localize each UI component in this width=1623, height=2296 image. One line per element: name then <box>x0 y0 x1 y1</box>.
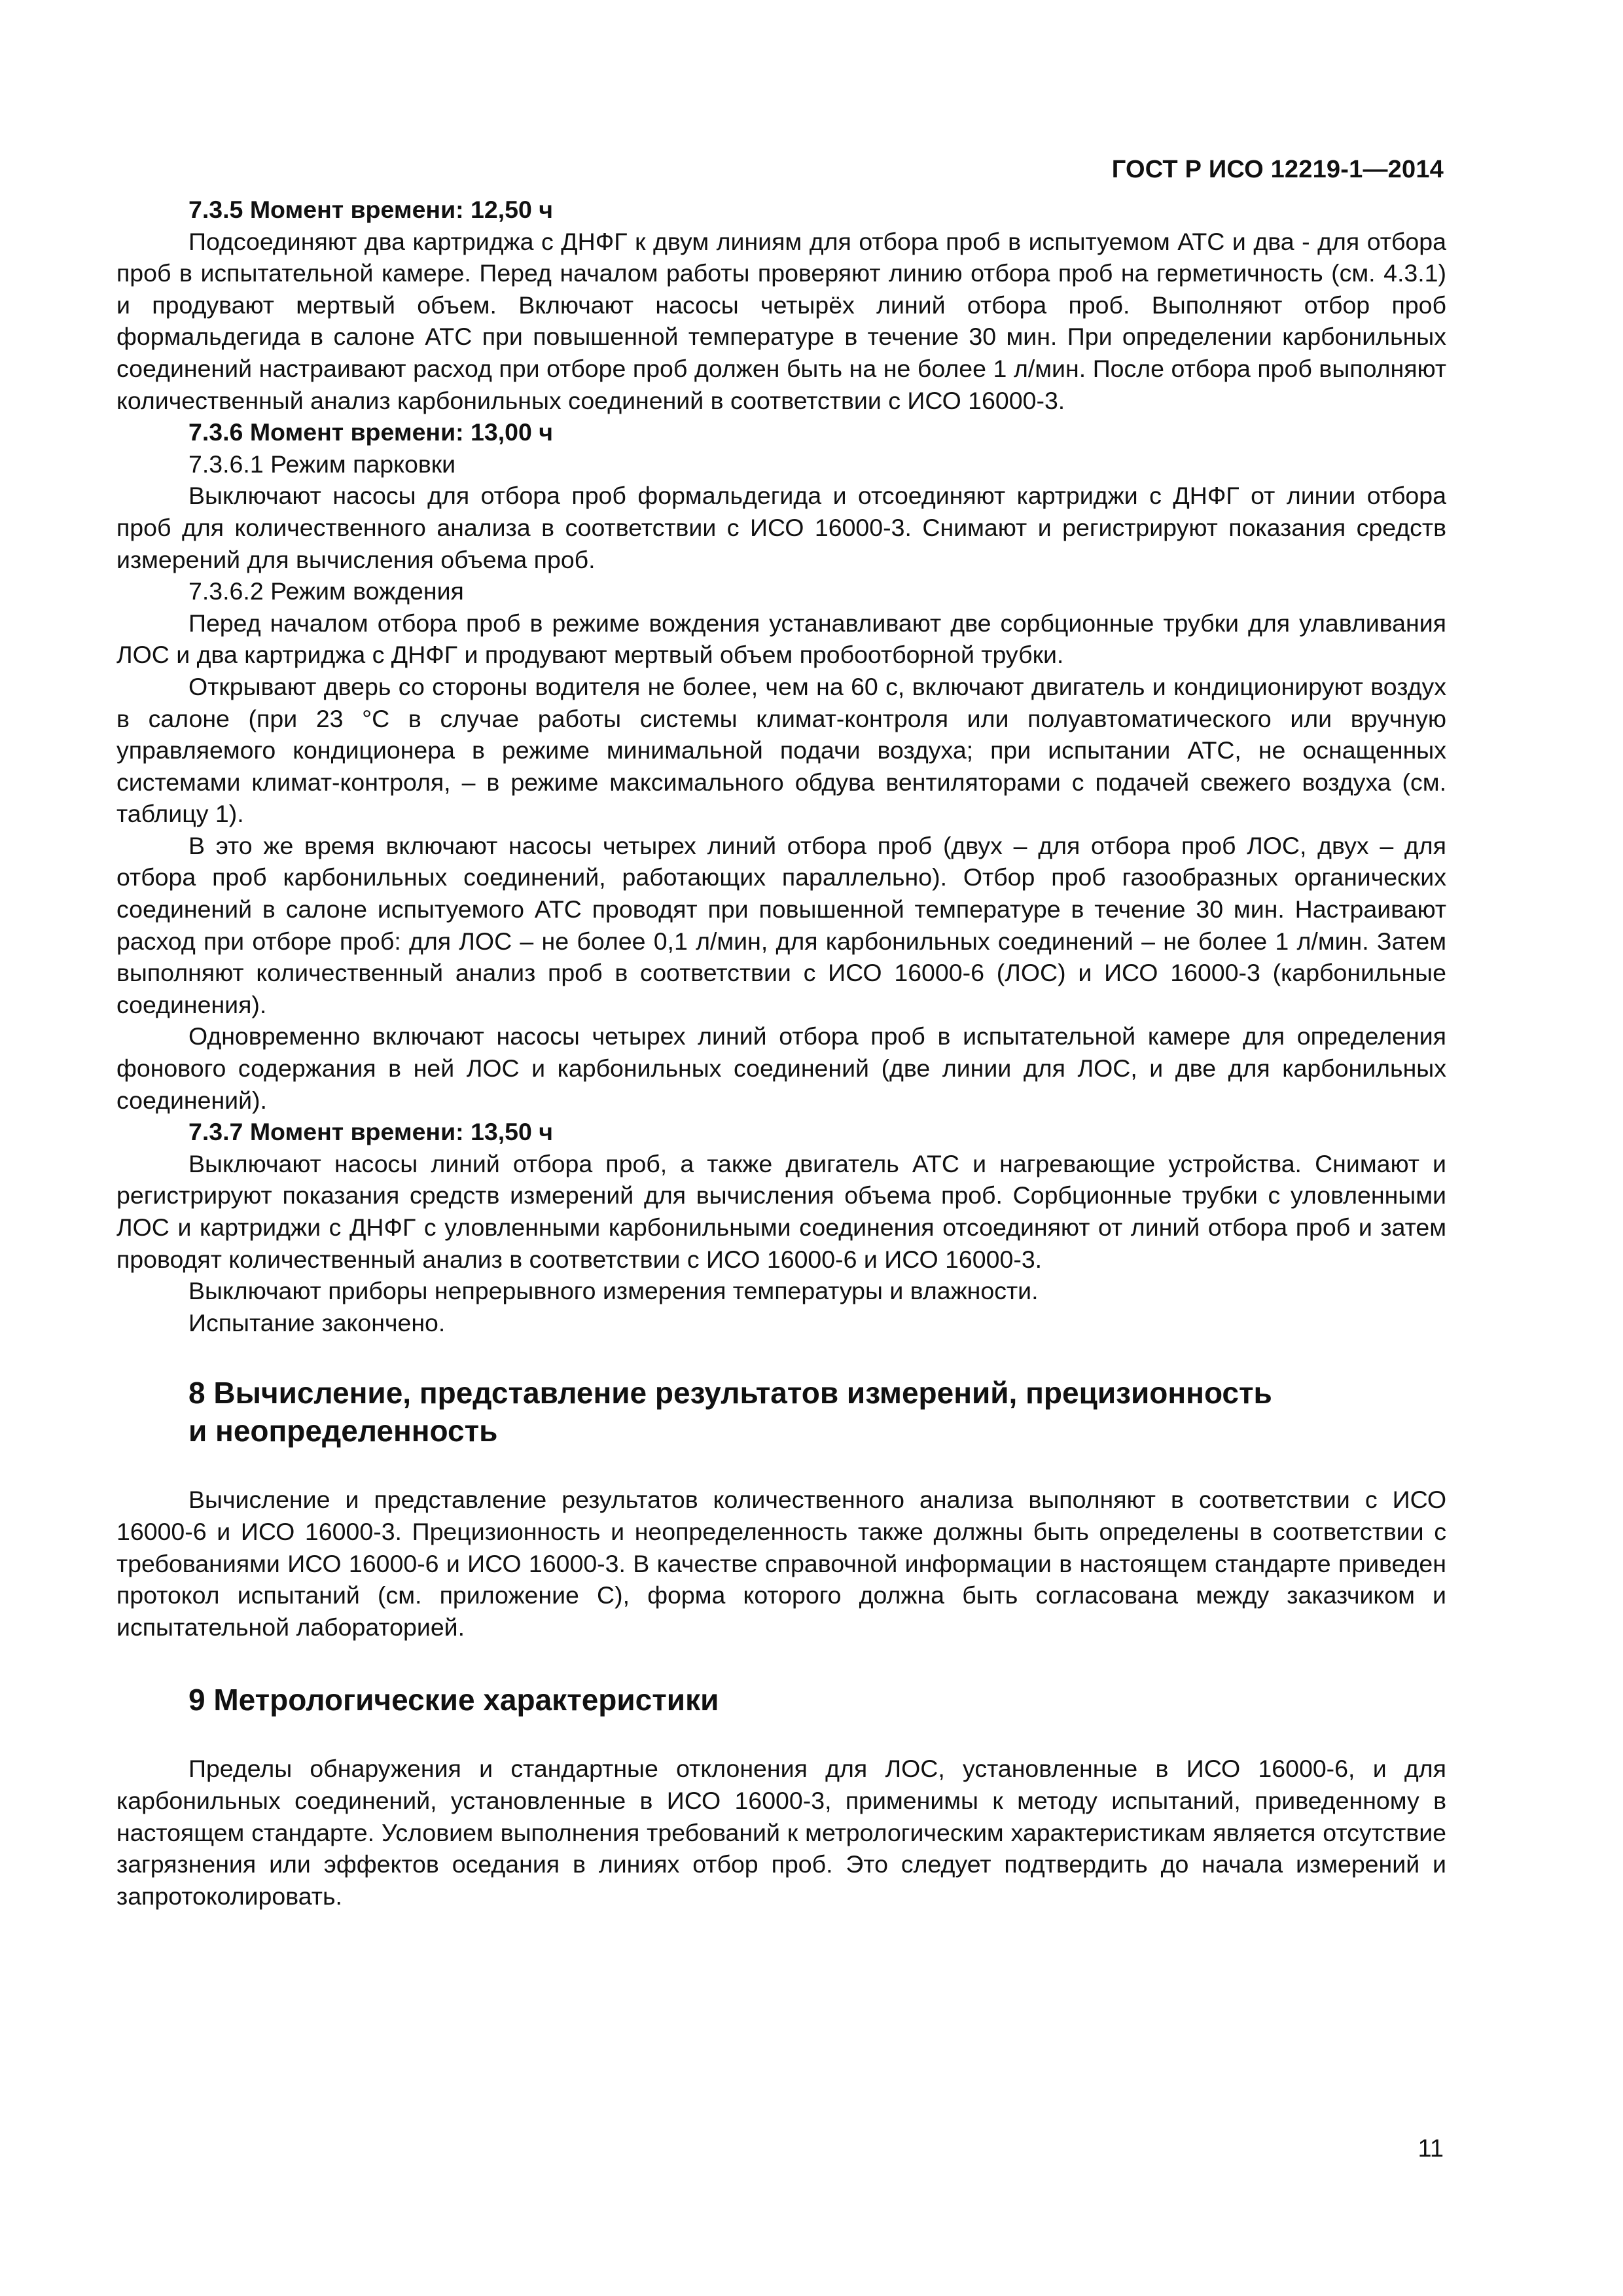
paragraph: Вычисление и представление результатов количественного анализа выполняют в соответствии с ИСО 16000-6 и ИСО 16000-3. Прецизионность и неопределенность также должны быть определены в соответствии с требованиями ИСО 16000-6 и ИСО 16000-3. В качестве справочной информации в настоящем стандарте приведен протокол испытаний (см. приложение С), форма которого должна быть согласована между заказчиком и испытательной лабораторией. <box>116 1486 1446 1641</box>
paragraph: Выключают насосы линий отбора проб, а также двигатель АТС и нагревающие устройства. Снимают и регистрируют показания средств измерений для вычисления объема проб. Сорбционные трубки с уловленными ЛОС и картриджи с ДНФГ с уловленными карбонильными соединения отсоединяют от линий отбора проб и затем проводят количественный анализ в соответствии с ИСО 16000-6 и ИСО 16000-3. <box>116 1149 1446 1273</box>
paragraph: Пределы обнаружения и стандартные отклонения для ЛОС, установленные в ИСО 16000-6, и для карбонильных соединений, установленные в ИСО 16000-3, применимы к методу испытаний, приведенному в настоящем стандарте. Условием выполнения требований к метрологическим характеристикам является отсутствие загрязнения или эффектов оседания в линиях отбор проб. Это следует подтвердить до начала измерений и запротоколировать. <box>116 1755 1446 1910</box>
section-title-line: 8 Вычисление, представление результатов измерений, прецизионность <box>188 1376 1272 1410</box>
paragraph: Выключают насосы для отбора проб формальдегида и отсоединяют картриджи с ДНФГ от линии отбора проб для количественного анализа в соответствии с ИСО 16000-3. Снимают и регистрируют показания средств измерений для вычисления объема проб. <box>116 482 1446 573</box>
paragraph: Выключают приборы непрерывного измерения температуры и влажности. <box>188 1277 1039 1305</box>
paragraph: Испытание закончено. <box>188 1308 446 1336</box>
clause-heading: 7.3.5 Момент времени: 12,50 ч <box>188 196 554 223</box>
paragraph: 7.3.6.2 Режим вождения <box>188 577 464 605</box>
paragraph: Подсоединяют два картриджа с ДНФГ к двум линиям для отбора проб в испытуемом АТС и два - для отбора проб в испытательной камере. Перед началом работы проверяют линию отбора проб на герметичность (см. 4.3.1) и продувают мертвый объем. Включают насосы четырёх линий отбора проб. Выполняют отбор проб формальдегида в салоне АТС при повышенной температуре в течение 30 мин. При определении карбонильных соединений настраивают расход при отборе проб должен быть на не более 1 л/мин. После отбора проб выполняют количественный анализ карбонильных соединений в соответствии с ИСО 16000-3. <box>116 227 1446 414</box>
page-number: 11 <box>1418 2135 1444 2162</box>
clause-heading: 7.3.7 Момент времени: 13,50 ч <box>188 1118 554 1146</box>
standard-designation: ГОСТ Р ИСО 12219-1—2014 <box>1111 156 1444 183</box>
section-title-line: 9 Метрологические характеристики <box>188 1683 719 1717</box>
section-title <box>116 1374 1446 1450</box>
paragraph: Перед началом отбора проб в режиме вождения устанавливают две сорбционные трубки для улавливания ЛОС и два картриджа с ДНФГ и продувают мертвый объем пробоотборной трубки. <box>116 609 1446 669</box>
paragraph: Одновременно включают насосы четырех линий отбора проб в испытательной камере для определения фонового содержания в ней ЛОС и карбонильных соединений (две линии для ЛОС, и две для карбонильных соединений). <box>116 1022 1446 1114</box>
paragraph: В это же время включают насосы четырех линий отбора проб (двух – для отбора проб ЛОС, двух – для отбора проб карбонильных соединений, работающих параллельно). Отбор проб газообразных органических соединений в салоне испытуемого АТС проводят при повышенной температуре в течение 30 мин. Настраивают расход при отборе проб: для ЛОС – не более 0,1 л/мин, для карбонильных соединений – не более 1 л/мин. Затем выполняют количественный анализ проб в соответствии с ИСО 16000-6 (ЛОС) и ИСО 16000-3 (карбонильные соединения). <box>116 831 1446 1018</box>
clause-heading: 7.3.6 Момент времени: 13,00 ч <box>188 418 554 446</box>
paragraph: Открывают дверь со стороны водителя не более, чем на 60 с, включают двигатель и кондиционируют воздух в салоне (при 23 °С в случае работы системы климат-контроля или полуавтоматического или вручную управляемого кондиционера в режиме минимальной подачи воздуха; при испытании АТС, не оснащенных системами климат-контроля, – в режиме максимального обдува вентиляторами с подачей свежего воздуха (см. таблицу 1). <box>116 672 1446 828</box>
document-body <box>116 194 1446 1912</box>
section-title <box>116 1681 1446 1719</box>
section-title-line: и неопределенность <box>188 1414 498 1448</box>
paragraph: 7.3.6.1 Режим парковки <box>188 450 456 478</box>
